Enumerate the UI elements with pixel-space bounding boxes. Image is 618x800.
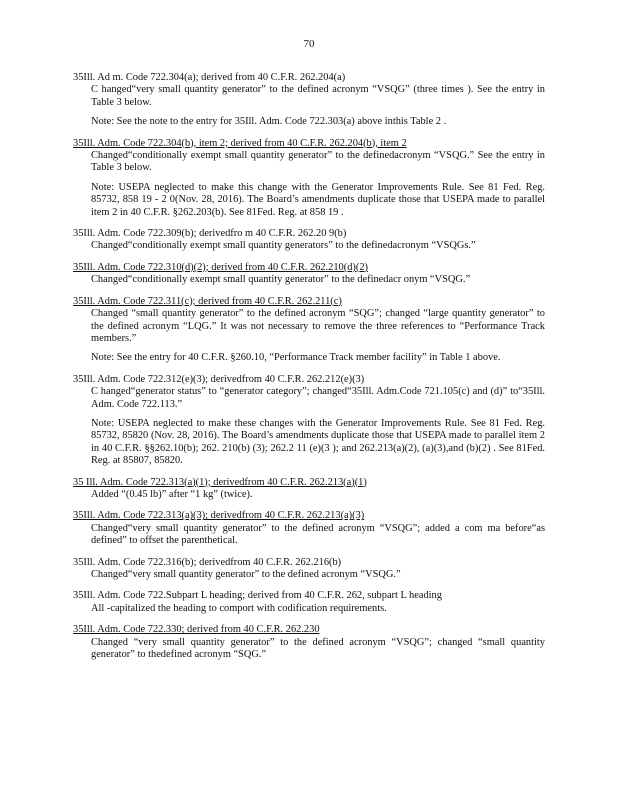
entry-note: Note: See the entry for 40 C.F.R. §260.10, “Performance Track member facility” in Table 1 above. [91,352,501,364]
entry-note: Note: USEPA neglected to make this change with the Generator Improvements Rule. See 81 Fed. Reg. 85732, 858 19 - 2 0(Nov. 28, 2016). The Board’s amendments duplicate those that USEPA made to parallel item 2 in 40 C.F.R. §262.203(b). See 81Fed. Reg. at 858 19 . [91,181,545,218]
entry-text: Changed“very small quantity generator” to the defined acronym “VSQG”; added a com ma before“as defined” to offset the parenthetical. [91,522,545,547]
table-entry [73,138,545,219]
table-entry [73,557,545,582]
entry-text: Changed“very small quantity generator” to the defined acronym “VSQG.” [91,569,401,580]
entry-heading: 35Ill. Adm. Code 722.304(b), item 2; derived from 40 C.F.R. 262.204(b), item 2 [73,137,407,149]
entry-text: Changed“conditionally exempt small quantity generators” to the definedacronym “VSQGs.” [91,240,476,252]
table-entry [73,374,545,468]
entry-text: C hanged“very small quantity generator” to the defined acronym “VSQG” (three times ). See the entry in Table 3 below. [91,84,545,108]
table-entry [73,262,545,287]
entry-text: Changed“conditionally exempt small quantity generator” to the definedacronym “VSQG.” See the entry in Table 3 below. [91,150,545,174]
entry-heading: 35Ill. Ad m. Code 722.304(a); derived from 40 C.F.R. 262.204(a) [73,72,346,83]
table-entry [73,590,545,615]
table-entry [73,228,545,253]
entry-heading: 35Ill. Adm. Code 722.309(b); derivedfro m 40 C.F.R. 262.20 9(b) [73,228,347,240]
entry-heading: 35Ill. Adm. Code 722.312(e)(3); derivedfrom 40 C.F.R. 262.212(e)(3) [73,373,365,385]
entry-text: Changed “very small quantity generator” to the defined acronym “VSQG”; changed “small quantity generator” to thedefined acronym “SQG.” [91,636,545,661]
entry-heading: 35Ill. Adm. Code 722.310(d)(2); derived from 40 C.F.R. 262.210(d)(2) [73,261,368,273]
page-number: 70 [303,38,315,50]
entry-heading: 35Ill. Adm. Code 722.Subpart L heading; derived from 40 C.F.R. 262, subpart L heading [73,590,442,602]
entry-text: Added “(0.45 lb)” after “1 kg” (twice). [91,488,253,500]
entry-text: Changed “small quantity generator” to the defined acronym “SQG”; changed “large quantity generator” to the defined acronym “LQG.” It was not necessary to remove the three references to “Performance Track members.” [91,308,545,344]
entry-heading: 35Ill. Adm. Code 722.311(c); derived from 40 C.F.R. 262.211(c) [73,295,342,307]
entry-text: Changed“conditionally exempt small quantity generator” to the definedacr onym “VSQG.” [91,274,471,286]
document-body [73,72,545,670]
entry-heading: 35Ill. Adm. Code 722.313(a)(3); derivedfrom 40 C.F.R. 262.213(a)(3) [73,510,365,522]
entry-note: Note: See the note to the entry for 35Ill. Adm. Code 722.303(a) above inthis Table 2 . [91,116,447,128]
table-entry [73,510,545,547]
entry-text: All -capitalized the heading to comport with codification requirements. [91,602,387,614]
entry-text: C hanged“generator status” to “generator category”; changed“35Ill. Adm.Code 721.105(c) and (d)” to“35Ill. Adm. Code 722.113.” [91,386,545,410]
entry-heading: 35Ill. Adm. Code 722.330; derived from 40 C.F.R. 262.230 [73,624,320,636]
table-entry [73,72,545,129]
entry-heading: 35Ill. Adm. Code 722.316(b); derivedfrom 40 C.F.R. 262.216(b) [73,556,342,568]
table-entry [73,477,545,502]
entry-note: Note: USEPA neglected to make these changes with the Generator Improvements Rule. See 81 Fed. Reg. 85732, 85820 (Nov. 28, 2016). The Board’s amendments duplicate those that USEPA made to parallel item 2 in 40 C.F.R. §§262.10(b); 262. 210(b) (3); 262.2 11 (e)(3 ); and 262.213(a)(2), (a)(3),and (b)(2) . See 81Fed. Reg. at 85807, 85820. [91,417,545,467]
table-entry [73,624,545,661]
entry-heading: 35 Ill. Adm. Code 722.313(a)(1); derivedfrom 40 C.F.R. 262.213(a)(1) [73,476,367,488]
table-entry [73,296,545,365]
